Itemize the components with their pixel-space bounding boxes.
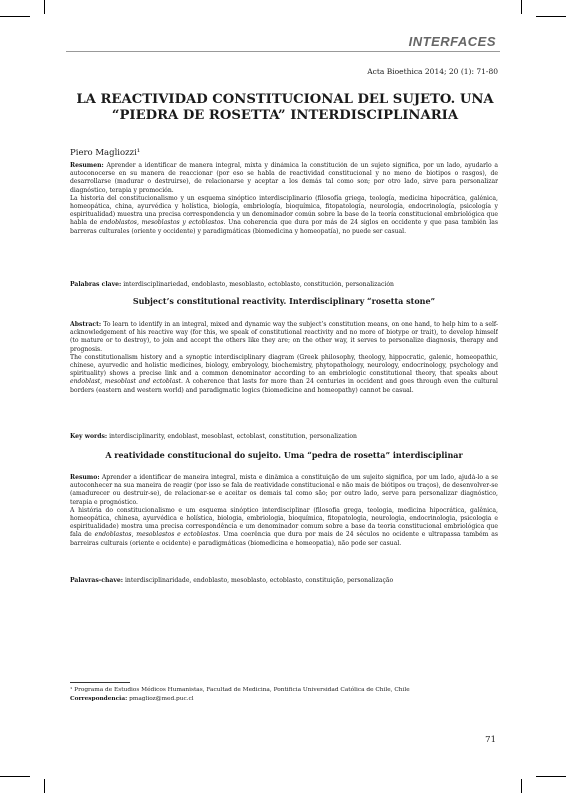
key-words: [70, 433, 498, 443]
resumen-p2-end: . Una coherencia que dura por más de 24 siglos en occidente y que pasa también las barreras culturales (oriente y occidente) y paradigmáticas (biomedicina y homeopatía), no puede ser casual.: [70, 219, 498, 235]
key-words-label: Key words:: [70, 433, 108, 440]
resumo-block: [70, 474, 498, 574]
resumo-p2-end: . Uma coerência que dura por mais de 24 séculos no ocidente e ultrapassa também as barreiras culturais (oriente e ocidente) e paradigmáticas (biomedicina e homeopatia), não pode ser casual.: [70, 531, 498, 547]
crop-mark: [44, 0, 45, 14]
abstract-terms: endoblast, mesoblast and ectoblast: [70, 378, 181, 386]
abstract-label: Abstract:: [70, 321, 102, 328]
palabras-clave-label: Palabras clave:: [70, 281, 122, 288]
header-rule: [66, 51, 500, 52]
resumen-terms: endoblastos, mesoblastos y ectoblastos: [99, 219, 224, 227]
abstract-p2: The constitutionalism history and a synoptic interdisciplinary diagram (Greek philosophy, theology, hippocratic, galenic, homeopathic, chinese, ayurvedic and holistic medicines, biology, embryology, biochemistry, phytopathology, neurology, endocrinology, psychology and spirituality) shows a precise link and a common denominator according to an embriologic constitutional theory, that speaks about: [70, 353, 498, 378]
crop-mark: [521, 0, 522, 14]
footnote-rule: [70, 682, 130, 683]
palavras-chave-label: Palavras-chave:: [70, 577, 124, 584]
key-words-text: interdisciplinarity, endoblast, mesoblast, ectoblast, constitution, personalization: [109, 433, 357, 440]
title-line: “PIEDRA DE ROSETTA” INTERDISCIPLINARIA: [111, 108, 459, 123]
resumo-p1: Aprender a identificar de maneira integral, mista e dinâmica a constituição de um sujeito significa, por um lado, ajudá-lo a se autoconhecer na sua maneira de reagir (por isso se fala de reatividade constitucional e não mais de biótipos ou traços), de desenvolver-se (amadurecer ou destruir-se), de relacionar-se e aceitar os demais tal como são; por outro lado, serve para personalizar diagnóstico, terapia e prognóstico.: [70, 474, 498, 506]
footnote-correspondence: [70, 695, 194, 703]
crop-mark: [0, 16, 30, 17]
correspondence-email: pmaglioz@med.puc.cl: [129, 696, 194, 702]
abstract-block: [70, 321, 498, 427]
author-name: Piero Magliozzi¹: [70, 148, 141, 158]
crop-mark: [44, 779, 45, 793]
footnote-affiliation: ¹ Programa de Estudios Médicos Humanistas, Facultad de Medicina, Pontificia Universidad Católica de Chile, Chile: [70, 687, 410, 693]
resumo-p2: A história do constitucionalismo e um esquema sinóptico interdisciplinar (filosofia grega, teologia, medicina hipocrática, galênica, homeopática, chinesa, ayurvédica e holística, biologia, embriologia, bioquímica, fitopatologia, neurologia, endocrinologia, psicologia e espiritualidade) mostra uma precisa correspondência e um denominador comum sobre a base da teoria constitucional embriológica que fala de: [70, 506, 498, 539]
crop-mark: [0, 776, 30, 777]
journal-citation: Acta Bioethica 2014; 20 (1): 71-80: [367, 67, 498, 76]
abstract-p1: To learn to identify in an integral, mixed and dynamic way the subject’s constitution means, on one hand, to help him to a self-acknowledgement of his reactive way (for this, we speak of constitutional reactivity and no more of biotype or trait), to develop himself (to mature or to destroy), to join and accept the others like they are; on the other way, it serves to personalize diagnosis, therapy and prognosis.: [70, 321, 498, 353]
palavras-chave: [70, 577, 498, 587]
crop-mark: [536, 776, 566, 777]
resumen-block: [70, 162, 498, 268]
english-heading: Subject’s constitutional reactivity. Interdisciplinary “rosetta stone”: [132, 296, 436, 306]
resumen-p1: Aprender a identificar de manera integral, mixta y dinámica la constitución de un sujeto significa, por un lado, ayudarlo a autoconocerse en su manera de reaccionar (por eso se habla de reactividad constitucional y no meno de biotipos o rasgos), de desarrollarse (madurar o destruirse), de relacionarse y aceptar a los demás tal como son; por otro lado, sirve para personalizar diagnóstico, terapia y promoción.: [70, 162, 498, 194]
resumen-label: Resumen:: [70, 162, 104, 169]
resumo-label: Resumo:: [70, 474, 100, 481]
resumen-p2: La historia del constitucionalismo y un esquema sinóptico interdisciplinario (filosofía griega, teología, medicina hipocrática, galénica, homeopática, china, ayurvédica y holística, biología, embriología, bioquímica, fitopatología, neurología, endocrinología, psicología y espiritualidad) muestra una precisa correspondencia y un denominador común sobre la base de la teoría constitucional embriológica que habla de: [70, 194, 498, 227]
crop-mark: [536, 16, 566, 17]
page-number: 71: [485, 735, 496, 745]
article-title: [70, 92, 500, 124]
palavras-chave-text: interdisciplinaridade, endoblasto, mesoblasto, ectoblasto, constituição, personalização: [124, 577, 394, 584]
abstract-p2-end: . A coherence that lasts for more than 24 centuries in occident and goes through even the cultural borders (eastern and western world) and paradigmatic logics (biomedicine and homeopathy) cannot be casual.: [70, 378, 498, 394]
crop-mark: [521, 779, 522, 793]
title-line: LA REACTIVIDAD CONSTITUCIONAL DEL SUJETO. UNA: [76, 92, 494, 107]
correspondence-label: Correspondencia:: [70, 696, 128, 702]
palabras-clave-text: interdisciplinariedad, endoblasto, mesoblasto, ectoblasto, constitución, personalización: [123, 281, 394, 288]
resumo-terms: endoblastos, mesoblastos e ectoblastos: [94, 531, 219, 539]
palabras-clave: [70, 281, 498, 291]
portuguese-heading: A reatividade constitucional do sujeito. Uma “pedra de rosetta” interdisciplinar: [105, 450, 463, 460]
section-header: INTERFACES: [408, 34, 496, 49]
